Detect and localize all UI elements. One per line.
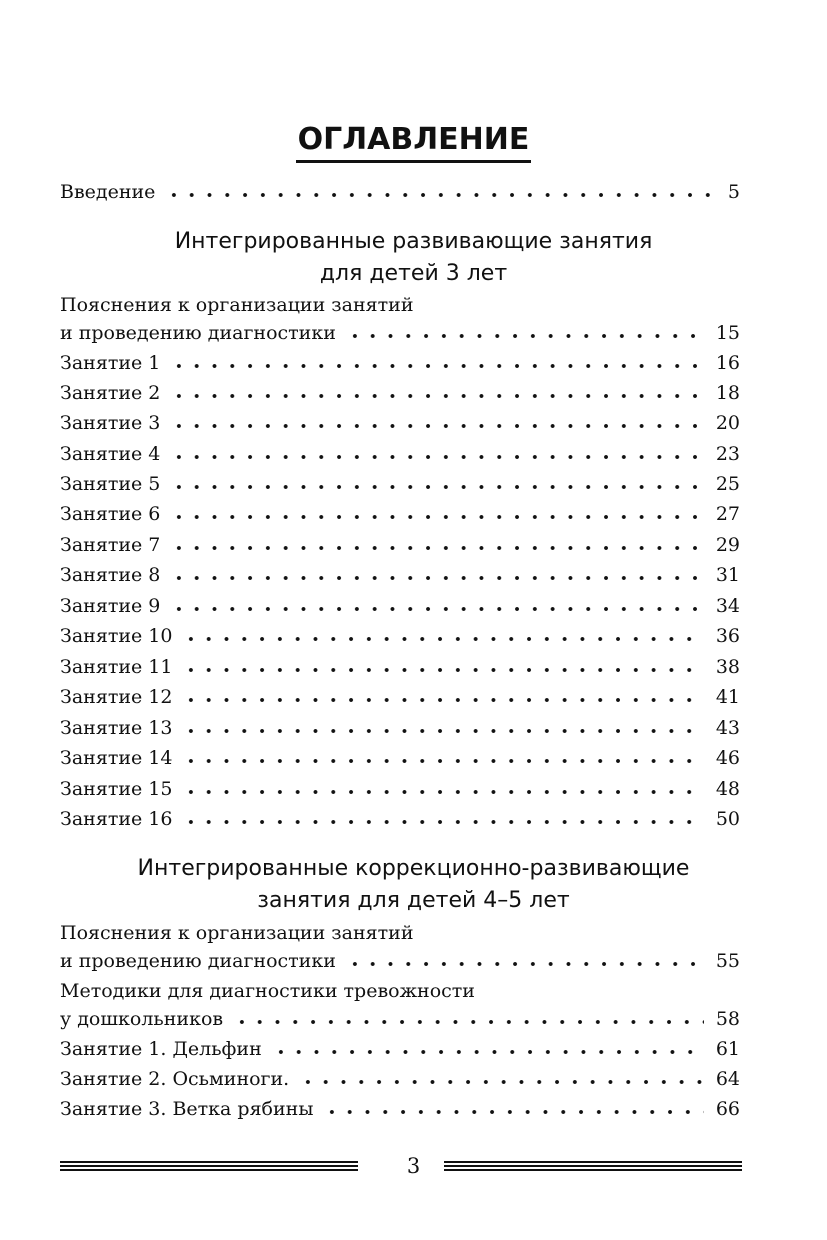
toc-entry-label: Занятие 2 (60, 382, 161, 404)
toc-entry-page: 41 (715, 686, 740, 708)
toc-entry-label: Занятие 14 (60, 747, 173, 769)
toc-entry-lesson (60, 439, 740, 469)
toc-entry-page: 46 (715, 747, 740, 769)
dot-leader (170, 605, 703, 613)
toc-entry-lesson (60, 621, 740, 651)
dot-leader (170, 392, 703, 400)
toc-entry-lesson (60, 499, 740, 529)
toc-entry-page: 16 (715, 352, 740, 374)
toc-entry-label: Занятие 8 (60, 564, 161, 586)
section-1-heading-line-1: Интегрированные развивающие занятия (174, 229, 653, 254)
dot-leader (182, 635, 703, 643)
toc-entry-page: 29 (715, 534, 740, 556)
toc-entry-page: 5 (727, 181, 740, 203)
toc-title (0, 122, 827, 163)
toc-entry-lesson (60, 408, 740, 438)
toc-entry-page: 38 (715, 656, 740, 678)
page-number: 3 (406, 1154, 421, 1178)
dot-leader (170, 453, 703, 461)
toc-entry-page: 55 (715, 950, 740, 972)
toc-entry-page: 43 (715, 717, 740, 739)
toc-entry-label: Занятие 3 (60, 412, 161, 434)
dot-leader (346, 332, 704, 340)
section-2-heading-line-1: Интегрированные коррекционно-развивающие (137, 856, 690, 881)
toc-entry-page: 50 (715, 808, 740, 830)
toc-entry-lesson (60, 378, 740, 408)
footer-rule-right (444, 1161, 742, 1172)
dot-leader (170, 422, 703, 430)
toc-entry-page: 61 (715, 1038, 740, 1060)
toc-entry-lesson (60, 682, 740, 712)
toc-entry-s2-methods (60, 1004, 740, 1034)
toc-entry-s1-explanations-line-1: Пояснения к организации занятий (60, 294, 414, 316)
toc-entry-page: 64 (715, 1068, 740, 1090)
toc-entry-label: Занятие 15 (60, 778, 173, 800)
dot-leader (170, 362, 703, 370)
toc-entry-label: и проведению диагностики (60, 322, 336, 344)
toc-entry-lesson (60, 530, 740, 560)
toc-entry-lesson (60, 652, 740, 682)
dot-leader (323, 1108, 703, 1116)
toc-entry-s2-explanations-line-1: Пояснения к организации занятий (60, 922, 414, 944)
toc-entry-label: Занятие 1 (60, 352, 161, 374)
toc-entry-page: 20 (715, 412, 740, 434)
dot-leader (233, 1018, 704, 1026)
toc-entry-label: у дошкольников (60, 1008, 224, 1030)
toc-entry-label: Введение (60, 181, 156, 203)
dot-leader (170, 513, 703, 521)
toc-entry-lesson (60, 743, 740, 773)
dot-leader (272, 1048, 704, 1056)
toc-entry-lesson (60, 591, 740, 621)
dot-leader (170, 544, 703, 552)
toc-entry-label: Занятие 16 (60, 808, 173, 830)
dot-leader (182, 727, 703, 735)
toc-entry-s2-explanations (60, 946, 740, 976)
toc-entry-label: Занятие 9 (60, 595, 161, 617)
dot-leader (182, 757, 703, 765)
toc-entry-s2-methods-line-1: Методики для диагностики тревожности (60, 980, 475, 1002)
section-1-heading-line-2: для детей 3 лет (319, 261, 508, 286)
toc-entry-label: Занятие 12 (60, 686, 173, 708)
dot-leader (346, 960, 704, 968)
toc-entry-lesson (60, 469, 740, 499)
toc-entry-page: 31 (715, 564, 740, 586)
toc-entry-label: Занятие 3. Ветка рябины (60, 1098, 314, 1120)
dot-leader (182, 666, 703, 674)
toc-title-text: ОГЛАВЛЕНИЕ (296, 122, 532, 163)
toc-entry-page: 34 (715, 595, 740, 617)
toc-entry-lesson (60, 713, 740, 743)
toc-entry-page: 15 (715, 322, 740, 344)
toc-entry-page: 58 (715, 1008, 740, 1030)
toc-entry-lesson (60, 1094, 740, 1124)
dot-leader (165, 191, 715, 199)
dot-leader (182, 696, 703, 704)
toc-entry-intro (60, 177, 740, 207)
dot-leader (170, 483, 703, 491)
dot-leader (182, 788, 703, 796)
toc-entry-page: 36 (715, 625, 740, 647)
dot-leader (299, 1078, 704, 1086)
toc-entry-label: Занятие 5 (60, 473, 161, 495)
toc-entry-lesson (60, 1034, 740, 1064)
toc-entry-label: и проведению диагностики (60, 950, 336, 972)
toc-entry-lesson (60, 560, 740, 590)
toc-entry-lesson (60, 804, 740, 834)
toc-entry-page: 23 (715, 443, 740, 465)
toc-entry-lesson (60, 774, 740, 804)
toc-entry-label: Занятие 13 (60, 717, 173, 739)
toc-entry-label: Занятие 6 (60, 503, 161, 525)
toc-entry-label: Занятие 7 (60, 534, 161, 556)
toc-entry-label: Занятие 4 (60, 443, 161, 465)
toc-entry-label: Занятие 11 (60, 656, 173, 678)
toc-entry-s1-explanations (60, 318, 740, 348)
section-2-heading-line-2: занятия для детей 4–5 лет (257, 888, 570, 913)
toc-entry-label: Занятие 2. Осьминоги. (60, 1068, 290, 1090)
toc-entry-label: Занятие 1. Дельфин (60, 1038, 262, 1060)
toc-entry-lesson (60, 1064, 740, 1094)
dot-leader (170, 574, 703, 582)
toc-entry-label: Занятие 10 (60, 625, 173, 647)
toc-entry-page: 18 (715, 382, 740, 404)
toc-entry-page: 25 (715, 473, 740, 495)
toc-entry-lesson (60, 348, 740, 378)
toc-entry-page: 66 (715, 1098, 740, 1120)
toc-entry-page: 27 (715, 503, 740, 525)
toc-entry-page: 48 (715, 778, 740, 800)
dot-leader (182, 818, 703, 826)
